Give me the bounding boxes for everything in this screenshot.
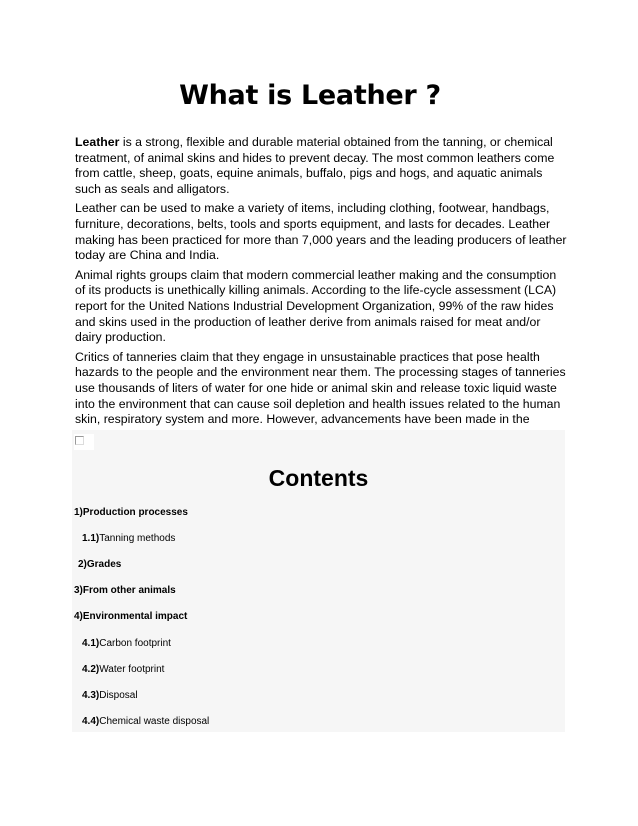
toc-item-tanning-methods[interactable] [82, 533, 175, 544]
toc-item-number: 4.2) [82, 664, 100, 675]
toc-item-carbon-footprint[interactable] [82, 638, 171, 649]
toc-item-label: 2)Grades [78, 559, 122, 570]
broken-image-glyph [75, 436, 84, 445]
toc-item-label: Carbon footprint [99, 638, 171, 649]
paragraph-2: Leather can be used to make a variety of items, including clothing, footwear, handbags, furniture, decorations, belts, tools and sports equipment, and lasts for decades. Leather making has been practiced for more than 7,000 years and the leading producers of leather today are China and India. [75, 201, 567, 263]
paragraph-1-text: is a strong, flexible and durable material obtained from the tanning, or chemical treatment, of animal skins and hides to prevent decay. The most common leathers come from cattle, sheep, goats, equine animals, buffalo, pigs and hogs, and aquatic animals such as seals and alligators. [75, 135, 555, 196]
toc-item-water-footprint[interactable] [82, 664, 164, 675]
toc-item-chemical-waste-disposal[interactable] [82, 716, 209, 727]
table-of-contents [72, 430, 565, 732]
toc-item-label: 3)From other animals [74, 585, 176, 596]
toc-item-environmental-impact[interactable] [74, 611, 187, 622]
paragraph-3: Animal rights groups claim that modern commercial leather making and the consumption of its products is unethically killing animals. According to the life-cycle assessment (LCA) report for the United Nations Industrial Development Organization, 99% of the raw hides and skins used in the production of leather derive from animals raised for meat and/or dairy production. [75, 267, 557, 345]
broken-image-icon [74, 434, 94, 450]
toc-item-label: Water footprint [99, 664, 165, 675]
article-body [75, 135, 567, 447]
page-title: What is Leather ? [179, 80, 441, 111]
contents-heading: Contents [268, 465, 369, 491]
toc-item-number: 4.4) [82, 716, 100, 727]
toc-item-disposal[interactable] [82, 690, 138, 701]
toc-item-number: 4.3) [82, 690, 100, 701]
toc-item-production-processes[interactable] [74, 507, 188, 518]
toc-item-from-other-animals[interactable] [74, 585, 176, 596]
toc-item-grades[interactable] [78, 559, 121, 570]
paragraph-4: Critics of tanneries claim that they engage in unsustainable practices that pose health hazards to the people and the environment near them. The processing stages of tanneries use thousands of liters of water for one hide or animal skin and release toxic liquid waste into the environment that can cause soil depletion and health issues related to the human skin, respiratory system and more. However, advancements have been made in the [75, 349, 566, 427]
toc-item-number: 1.1) [82, 533, 100, 544]
toc-item-label: 4)Environmental impact [74, 611, 188, 622]
toc-item-label: Disposal [99, 690, 138, 701]
toc-item-number: 4.1) [82, 638, 100, 649]
toc-item-label: 1)Production processes [74, 507, 188, 518]
lead-term: Leather [75, 135, 120, 149]
toc-item-label: Chemical waste disposal [99, 716, 210, 727]
toc-item-label: Tanning methods [99, 533, 176, 544]
paragraph-1 [75, 135, 567, 197]
